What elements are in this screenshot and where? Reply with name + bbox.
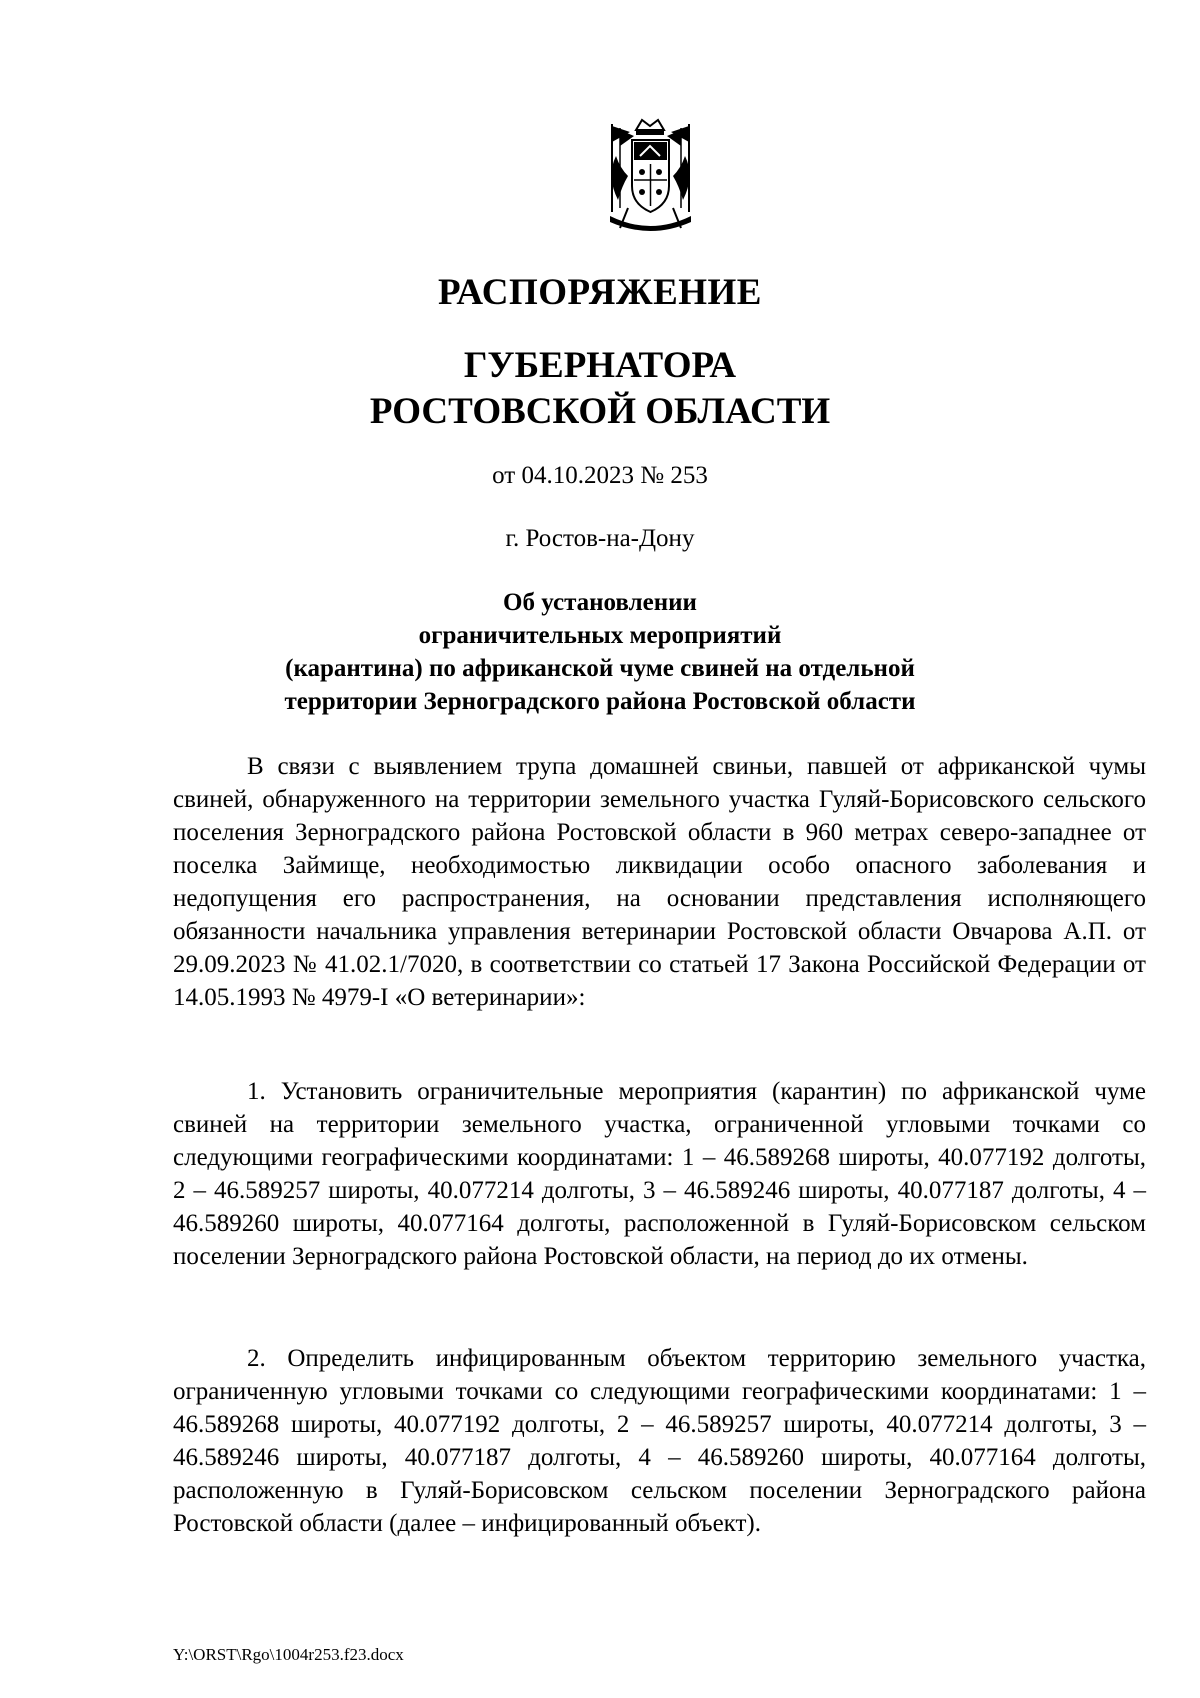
coat-of-arms-icon bbox=[598, 116, 703, 238]
subject-line-2: ограничительных мероприятий bbox=[418, 622, 782, 649]
subject-line-1: Об установлении bbox=[503, 589, 697, 616]
issuer-line-2: РОСТОВСКОЙ ОБЛАСТИ bbox=[369, 391, 831, 432]
place-of-issue: г. Ростов-на-Дону bbox=[505, 525, 695, 552]
issuer-line-1: ГУБЕРНАТОРА bbox=[463, 345, 737, 386]
item-1-paragraph: 1. Установить ограничительные мероприятия (карантин) по африканской чуме свиней на территории земельного участка, ограниченной угловыми точками со следующими географическими координатами: 1 – 46.589268 широты, 40.077192 долготы, 2 – 46.589257 широты, 40.077214 долготы, 3 – 46.589246 широты, 40.077187 долготы, 4 – 46.589260 широты, 40.077164 долготы, расположенной в Гуляй-Борисовском сельском поселении Зерноградского района Ростовской области, на период до их отмены. bbox=[173, 1078, 1146, 1270]
issuer-heading bbox=[0, 343, 1200, 435]
document-subject bbox=[0, 586, 1200, 718]
item-2-paragraph: 2. Определить инфицированным объектом территорию земельного участка, ограниченную угловыми точками со следующими географическими координатами: 1 – 46.589268 широты, 40.077192 долготы, 2 – 46.589257 широты, 40.077214 долготы, 3 – 46.589246 широты, 40.077187 долготы, 4 – 46.589260 широты, 40.077164 долготы, расположенную в Гуляй-Борисовском сельском поселении Зерноградского района Ростовской области (далее – инфицированный объект). bbox=[173, 1345, 1146, 1537]
preamble-section bbox=[173, 750, 1146, 1014]
date-and-number: от 04.10.2023 № 253 bbox=[492, 462, 708, 489]
file-path-footer: Y:\ORST\Rgo\1004r253.f23.docx bbox=[173, 1645, 404, 1664]
preamble-paragraph: В связи с выявлением трупа домашней свиньи, павшей от африканской чумы свиней, обнаруженного на территории земельного участка Гуляй-Борисовского сельского поселения Зерноградского района Ростовской области в 960 метрах северо-западнее от поселка Займище, необходимостью ликвидации особо опасного заболевания и недопущения его распространения, на основании представления исполняющего обязанности начальника управления ветеринарии Ростовской области Овчарова А.П. от 29.09.2023 № 41.02.1/7020, в соответствии со статьей 17 Закона Российской Федерации от 14.05.1993 № 4979-I «О ветеринарии»: bbox=[173, 753, 1146, 1011]
subject-line-4: территории Зерноградского района Ростовской области bbox=[284, 688, 916, 715]
subject-line-3: (карантина) по африканской чуме свиней на отдельной bbox=[285, 655, 915, 682]
document-type-heading: РАСПОРЯЖЕНИЕ bbox=[437, 272, 762, 313]
item-1-section bbox=[173, 1075, 1146, 1273]
item-2-section bbox=[173, 1342, 1146, 1540]
